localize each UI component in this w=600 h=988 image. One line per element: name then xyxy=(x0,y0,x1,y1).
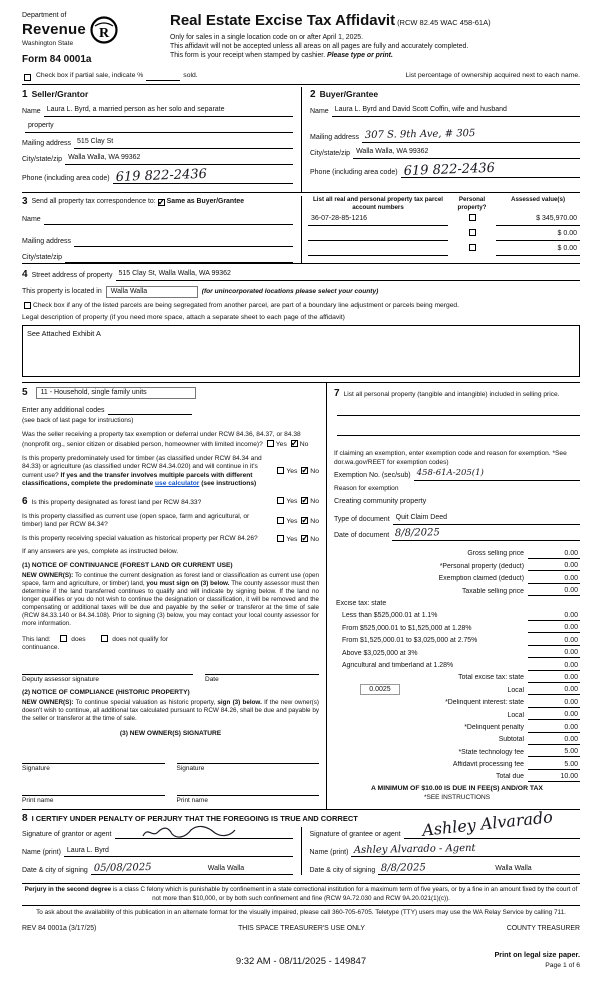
dept-of-label: Department of xyxy=(22,12,67,19)
s3-city-label: City/state/zip xyxy=(22,253,63,261)
s5-q1-no-label: No xyxy=(299,440,309,448)
subtotal-field[interactable]: 0.00 xyxy=(528,734,580,745)
grantor-signature-scribble xyxy=(141,824,237,840)
agricultural-timberland-label: Agricultural and timberland at 1.28% xyxy=(342,661,454,669)
s3-mailing-label: Mailing address xyxy=(22,237,72,245)
legal-description-field[interactable] xyxy=(22,325,580,377)
buyer-name-field[interactable] xyxy=(332,107,580,117)
land-use-code-select[interactable] xyxy=(36,387,196,399)
s6-question-2: Is this property classified as current use (open space, farm and agricultural, or timber) land per RCW 84.34? xyxy=(22,512,250,529)
seller-mailing-value: 515 Clay St xyxy=(77,138,114,146)
reason-for-exemption-value: Creating community property xyxy=(334,495,427,505)
agricultural-tax-field[interactable]: 0.00 xyxy=(528,660,580,671)
county-treasurer-label: COUNTY TREASURER xyxy=(506,925,580,933)
buyer-mailing-label: Mailing address xyxy=(310,134,360,142)
form-number: Form 84 0001a xyxy=(22,53,92,65)
section-2-number: 2 xyxy=(310,88,316,100)
new-owner-print-name-field-2[interactable] xyxy=(177,785,320,796)
seller-mailing-label: Mailing address xyxy=(22,140,72,148)
s6-q3-yes-checkbox[interactable] xyxy=(277,535,284,542)
personal-property-checkbox-2[interactable] xyxy=(469,229,476,236)
print-size-note: Print on legal size paper. xyxy=(494,949,580,959)
gross-selling-price-label: Gross selling price xyxy=(467,550,524,558)
delinquent-interest-local-field[interactable]: 0.00 xyxy=(528,709,580,720)
grantee-date-city-field[interactable] xyxy=(378,862,580,875)
tax-tier2-label: From $525,000.01 to $1,525,000 at 1.28% xyxy=(342,624,472,632)
deputy-assessor-signature-label: Deputy assessor signature xyxy=(22,675,99,683)
assessed-value-1: $ 345,970.00 xyxy=(536,215,577,223)
notice-continuance-heading: (1) NOTICE OF CONTINUANCE (FOREST LAND OR CURRENT USE) xyxy=(22,561,233,569)
local-tax-field[interactable]: 0.00 xyxy=(528,684,580,695)
exemption-intro: If claiming an exemption, enter exemption code and reason for exemption. *See dor.wa.gov/REET for exemption codes) xyxy=(334,449,567,466)
s6-q2-yes-label: Yes xyxy=(286,517,298,525)
p2-new-owners-label: NEW OWNER(S): xyxy=(22,699,74,707)
new-owners-signature-heading: (3) NEW OWNER(S) SIGNATURE xyxy=(119,730,222,738)
parcel-number-field-3[interactable] xyxy=(308,245,448,256)
personal-property-col-header: Personal property? xyxy=(457,196,487,211)
parcel-number-field-1[interactable] xyxy=(308,215,448,226)
minimum-due-note: A MINIMUM OF $10.00 IS DUE IN FEE(S) AND/OR TAX xyxy=(371,785,543,793)
tax-tier4-field[interactable]: 0.00 xyxy=(528,647,580,658)
subtotal-label: Subtotal xyxy=(498,736,524,744)
s5-question-1: Was the seller receiving a property tax exemption or deferral under RCW 84.36, 84.37, or 84.38 (nonprofit org., senior citizen or disabled person, homeowner with limited income)? xyxy=(22,431,301,448)
section-buyer xyxy=(301,87,580,193)
grantor-name-print-label: Name (print) xyxy=(22,848,61,856)
s6-q1-yes-label: Yes xyxy=(286,497,298,505)
land-does-not-checkbox[interactable] xyxy=(101,635,108,642)
this-land-label: This land: xyxy=(22,635,51,643)
p1-text-a: To continue the current designation as forest land or classification as current use (open space, farm and agriculture, or timber) land, xyxy=(22,572,319,588)
assessed-value-2: $ 0.00 xyxy=(557,230,577,238)
s3-name-field[interactable] xyxy=(44,215,293,225)
total-due-field[interactable]: 10.00 xyxy=(528,771,580,782)
section-4-number: 4 xyxy=(22,268,28,280)
located-in-note: (for unincorporated locations please select your county) xyxy=(201,287,379,295)
seller-name-field[interactable] xyxy=(44,107,293,117)
parcel-row-3 xyxy=(308,241,580,256)
perjury-rest: is a class C felony which is punishable by confinement in a state correctional institution for a maximum term of five years, or by a fine in an amount fixed by the court of not more than $10,000, or by both such confinement and fine (RCW 9A.72.030 and RCW 9A.20.021(1)(c)). xyxy=(112,886,578,902)
exemption-no-label: Exemption No. (sec/sub) xyxy=(334,472,411,480)
date-of-document-value: 8/8/2025 xyxy=(395,527,441,540)
section-7 xyxy=(327,383,580,809)
delinquent-interest-state-field[interactable]: 0.00 xyxy=(528,697,580,708)
personal-property-line-2[interactable] xyxy=(337,426,580,436)
seller-name-value: Laura L. Byrd, a married person as her solo and separate xyxy=(46,106,225,114)
type-of-document-value: Quit Claim Deed xyxy=(395,513,448,521)
taxable-selling-price-label: Taxable selling price xyxy=(461,587,524,595)
buyer-city-value: Walla Walla, WA 99362 xyxy=(356,148,429,156)
s6-q3-yes-label: Yes xyxy=(286,535,298,543)
header xyxy=(22,12,580,66)
exemption-claimed-label: Exemption claimed (deduct) xyxy=(438,575,524,583)
partial-sale-label: Check box if partial sale, indicate % xyxy=(36,72,144,80)
grantee-signature-field[interactable] xyxy=(404,807,580,841)
land-does-checkbox[interactable] xyxy=(60,635,67,642)
state-technology-fee-label: *State technology fee xyxy=(458,748,524,756)
buyer-phone-value: 619 822-2436 xyxy=(402,160,495,179)
assessed-value-3: $ 0.00 xyxy=(557,245,577,253)
grantor-date-city-label: Date & city of signing xyxy=(22,866,88,874)
continuance-label: continuance. xyxy=(22,643,60,651)
svg-text:R: R xyxy=(98,25,109,41)
s5-q1-yes-checkbox[interactable] xyxy=(267,440,274,447)
grantee-city-value: Walla Walla xyxy=(495,864,532,872)
delinquent-interest-local-label: Local xyxy=(507,711,524,719)
seller-city-label: City/state/zip xyxy=(22,156,63,164)
perjury-notice xyxy=(22,883,580,905)
buyer-phone-label: Phone (including area code) xyxy=(310,169,398,177)
personal-property-checkbox-1[interactable] xyxy=(469,214,476,221)
located-in-label: This property is located in xyxy=(22,287,102,295)
notice-compliance-heading: (2) NOTICE OF COMPLIANCE (HISTORIC PROPERTY) xyxy=(22,689,190,697)
assessed-value-field-1[interactable] xyxy=(496,215,580,226)
p1-new-owners-label: NEW OWNER(S): xyxy=(22,572,74,580)
state-technology-fee-field[interactable]: 5.00 xyxy=(528,746,580,757)
land-does-not-label: does not qualify for xyxy=(112,635,168,643)
alternate-format-note: To ask about the availability of this publication in an alternate format for the visually impaired, please call 360-705-6705. Teletype (TTY) users may use the WA Relay Service by calling 711. xyxy=(36,908,566,916)
form-title: Real Estate Excise Tax Affidavit xyxy=(170,12,396,29)
treasurer-use-only-label: THIS SPACE TREASURER'S USE ONLY xyxy=(238,925,365,933)
buyer-phone-field[interactable] xyxy=(401,160,580,179)
personal-property-line-1[interactable] xyxy=(337,406,580,416)
s5-question-2b: If yes and the transfer involves multiple parcels with different classifications, complete the predominate xyxy=(22,471,253,488)
partial-sale-checkbox[interactable] xyxy=(24,74,31,81)
seller-city-field[interactable] xyxy=(65,155,293,165)
affidavit-processing-fee-label: Affidavit processing fee xyxy=(452,761,524,769)
ownership-note: List percentage of ownership acquired next to each name. xyxy=(405,72,580,80)
send-correspondence-label: Send all property tax correspondence to: xyxy=(31,198,156,206)
s5-question-2a: Is this property predominately used for timber (as classified under RCW 84.34 and 84.33) or agriculture (as classified under RCW 84.34.020) and will continue in it's current use? xyxy=(22,454,262,479)
legal-description-label: Legal description of property (if you need more space, attach a separate sheet to each page of the affidavit) xyxy=(22,314,345,322)
tax-tier2-field[interactable]: 0.00 xyxy=(528,622,580,633)
deputy-assessor-signature-field[interactable] xyxy=(22,664,193,675)
assessed-value-field-2[interactable] xyxy=(496,230,580,241)
predominate-use-calculator-link[interactable]: use calculator xyxy=(155,480,200,488)
p2-text-c: If the new owner(s) doesn't wish to continue, all additional tax calculated pursuant to RCW 84.26, shall be due and payable by the seller or transferor at the time of sale. xyxy=(22,699,320,723)
s6-q2-no-checkbox[interactable] xyxy=(301,517,308,524)
delinquent-interest-state-label: *Delinquent interest: state xyxy=(445,699,524,707)
print-timestamp: 9:32 AM - 08/11/2025 - 149847 xyxy=(235,955,367,967)
grantor-name-print-value: Laura L. Byrd xyxy=(66,846,109,854)
s6-q1-no-label: No xyxy=(310,497,319,505)
delinquent-penalty-field[interactable]: 0.00 xyxy=(528,722,580,733)
partial-sale-suffix: sold. xyxy=(183,72,198,80)
grantee-name-print-field[interactable] xyxy=(351,842,580,857)
s3-name-label: Name xyxy=(22,215,41,223)
legal-description-value: See Attached Exhibit A xyxy=(27,328,101,338)
grantor-date-value: 05/08/2025 xyxy=(93,861,152,874)
local-rate-value: 0.0025 xyxy=(360,684,400,695)
section-3 xyxy=(22,196,301,263)
parcel-row-1 xyxy=(308,211,580,226)
s5-q2-yes-label: Yes xyxy=(286,467,298,475)
tax-tier4-label: Above $3,025,000 at 3% xyxy=(342,649,418,657)
s5-q2-no-checkbox[interactable] xyxy=(301,467,308,474)
p1-text-c: The county assessor must then determine if the land transferred continues to qualify and will indicate by signing below. If the land no longer qualifies or you do not wish to continue the designation or classification, it will be removed and the compensating or additional taxes will be due and payable by the seller or transferor at the time of sale (RCW 84.33.140 or 84.34.108). Prior to signing (3) below, you may contact your local county assessor for more information. xyxy=(22,580,319,628)
delinquent-penalty-label: *Delinquent penalty xyxy=(464,723,524,731)
dept-revenue-label: Revenue xyxy=(22,20,86,38)
s6-note: If any answers are yes, complete as instructed below. xyxy=(22,548,179,556)
rev-number: REV 84 0001a (3/17/25) xyxy=(22,925,97,933)
seller-name-field-line2[interactable] xyxy=(25,123,293,133)
s3-city-field[interactable] xyxy=(65,253,293,263)
grantee-date-value: 8/8/2025 xyxy=(381,862,427,874)
grantor-signature-field[interactable] xyxy=(115,829,293,839)
buyer-mailing-field[interactable] xyxy=(362,127,580,143)
grantee-signature-label: Signature of grantee or agent xyxy=(309,830,401,838)
top-row xyxy=(22,69,580,83)
location-select[interactable] xyxy=(106,286,198,298)
section-5-number: 5 xyxy=(22,386,28,398)
total-excise-state-label: Total excise tax: state xyxy=(458,674,524,682)
buyer-name-label: Name xyxy=(310,108,329,116)
date-of-document-field[interactable] xyxy=(392,527,580,541)
tax-tier1-label: Less than $525,000.01 at 1.1% xyxy=(342,612,438,620)
personal-property-checkbox-3[interactable] xyxy=(469,244,476,251)
grantee-date-city-label: Date & city of signing xyxy=(309,866,376,874)
buyer-name-value: Laura L. Byrd and David Scott Coffin, wife and husband xyxy=(334,106,507,114)
header-note-3: This form is your receipt when stamped by cashier. xyxy=(170,52,326,60)
seller-city-value: Walla Walla, WA 99362 xyxy=(68,154,141,162)
grantee-signature-value: Ashley Alvarado xyxy=(420,807,554,841)
section-5 xyxy=(22,387,319,489)
p2-text-a: To continue special valuation as historic property, xyxy=(75,699,216,707)
seller-phone-value: 619 822-2436 xyxy=(114,166,207,185)
s5-question-2c: (see instructions) xyxy=(201,480,257,488)
parcel-number-1: 36-07-28-85-1216 xyxy=(311,215,368,223)
excise-tax-state-header: Excise tax: state xyxy=(336,599,387,607)
new-owner-signature-field-1[interactable] xyxy=(22,753,165,764)
additional-codes-field[interactable] xyxy=(108,405,193,415)
type-of-document-field[interactable] xyxy=(393,515,580,525)
tax-tier3-label: From $1,525,000.01 to $3,025,000 at 2.75% xyxy=(342,637,478,645)
grantee-name-print-label: Name (print) xyxy=(309,848,349,856)
segregated-checkbox[interactable] xyxy=(24,302,31,309)
seller-mailing-field[interactable] xyxy=(74,139,293,149)
land-use-code-value: 11 - Household, single family units xyxy=(40,389,147,397)
tax-tier1-field[interactable]: 0.00 xyxy=(528,610,580,621)
section-7-number: 7 xyxy=(334,387,340,399)
seller-phone-field[interactable] xyxy=(113,166,293,185)
personal-property-intro: List all personal property (tangible and intangible) included in selling price. xyxy=(343,390,560,398)
section-seller xyxy=(22,87,301,193)
taxable-selling-price-field[interactable]: 0.00 xyxy=(528,585,580,596)
page-number: Page 1 of 6 xyxy=(545,961,580,969)
section-8-number: 8 xyxy=(22,812,28,824)
footer-strip xyxy=(22,925,580,934)
land-does-label: does xyxy=(71,635,86,643)
location-select-value: Walla Walla xyxy=(110,288,148,296)
grantor-signature-label: Signature of grantor or agent xyxy=(22,830,112,838)
s5-q1-no-checkbox[interactable] xyxy=(291,440,298,447)
street-address-label: Street address of property xyxy=(31,272,113,280)
parcel-col-header: List all real and personal property tax parcel account numbers xyxy=(313,196,443,211)
see-instructions-note: *SEE INSTRUCTIONS xyxy=(423,793,491,801)
partial-sale-percent-field[interactable] xyxy=(146,73,180,81)
assessed-value-col-header: Assessed value(s) xyxy=(511,196,565,204)
total-state-tax-field[interactable]: 0.00 xyxy=(528,672,580,683)
header-note-2: This affidavit will not be accepted unless all areas on all pages are fully and accurately completed. xyxy=(170,43,469,51)
grantee-name-print-value: Ashley Alvarado - Agent xyxy=(354,842,477,856)
s5-q1-yes-label: Yes xyxy=(275,440,287,448)
dor-logo-icon xyxy=(90,16,118,44)
section-4 xyxy=(22,263,580,382)
p1-text-b: you must sign on (3) below. xyxy=(146,580,230,588)
buyer-title: Buyer/Grantee xyxy=(319,88,379,99)
seller-title: Seller/Grantor xyxy=(31,88,89,99)
seller-name-label: Name xyxy=(22,108,41,116)
personal-property-deduct-field[interactable]: 0.00 xyxy=(528,560,580,571)
personal-property-deduct-label: *Personal property (deduct) xyxy=(439,562,524,570)
additional-codes-label: Enter any additional codes xyxy=(22,406,105,414)
new-owner-signature-label-2: Signature xyxy=(176,764,205,772)
total-due-label: Total due xyxy=(496,773,524,781)
gross-selling-price-field[interactable]: 0.00 xyxy=(528,548,580,559)
s3-mailing-field[interactable] xyxy=(74,237,293,247)
print-footer xyxy=(22,949,580,969)
street-address-field[interactable] xyxy=(116,271,581,281)
section-3-number: 3 xyxy=(22,196,28,208)
dept-state-label: Washington State xyxy=(22,39,74,47)
additional-codes-note: (see back of last page for instructions) xyxy=(22,417,134,425)
s5-q2-yes-checkbox[interactable] xyxy=(277,467,284,474)
type-of-document-label: Type of document xyxy=(334,515,390,523)
header-note-3-emphasis: Please type or print. xyxy=(327,52,393,60)
new-owner-signature-field-2[interactable] xyxy=(177,753,320,764)
new-owner-signature-label-1: Signature xyxy=(22,764,50,772)
new-owner-print-name-label-1: Print name xyxy=(22,796,54,804)
s6-q3-no-label: No xyxy=(310,535,319,543)
certify-statement: I CERTIFY UNDER PENALTY OF PERJURY THAT THE FOREGOING IS TRUE AND CORRECT xyxy=(31,813,358,823)
section-6-number: 6 xyxy=(22,495,28,507)
seller-phone-label: Phone (including area code) xyxy=(22,175,110,183)
parcel-row-2 xyxy=(308,226,580,241)
form-title-rcw: (RCW 82.45 WAC 458-61A) xyxy=(397,18,491,27)
assessed-value-field-3[interactable] xyxy=(496,245,580,256)
excise-tax-table xyxy=(334,547,580,782)
same-as-buyer-checkbox[interactable] xyxy=(158,199,165,206)
segregated-label: Check box if any of the listed parcels are being segregated from another parcel, are part of a boundary line adjustment or parcels being merged. xyxy=(33,302,460,310)
s6-q2-no-label: No xyxy=(310,517,319,525)
s6-q2-yes-checkbox[interactable] xyxy=(277,517,284,524)
s5-q2-no-label: No xyxy=(310,467,319,475)
local-tax-label: Local xyxy=(507,686,524,694)
tax-tier3-field[interactable]: 0.00 xyxy=(528,635,580,646)
buyer-city-field[interactable] xyxy=(353,149,580,159)
reason-for-exemption-label: Reason for exemption xyxy=(334,485,399,493)
exemption-no-value: 458-61A-205(1) xyxy=(416,468,484,479)
deputy-assessor-date-field[interactable] xyxy=(205,664,319,675)
s6-question-3: Is this property receiving special valuation as historical property per RCW 84.26? xyxy=(22,535,258,543)
grantor-date-city-field[interactable] xyxy=(91,861,293,875)
same-as-buyer-label: Same as Buyer/Grantee xyxy=(166,198,245,206)
affidavit-processing-fee-field[interactable]: 5.00 xyxy=(528,759,580,770)
header-note-1: Only for sales in a single location code on or after April 1, 2025. xyxy=(170,33,364,41)
seller-name-value-2: property xyxy=(28,122,54,130)
grantor-city-value: Walla Walla xyxy=(207,864,245,872)
parcel-table xyxy=(301,196,580,263)
street-address-value: 515 Clay St, Walla Walla, WA 99362 xyxy=(118,270,231,278)
buyer-city-label: City/state/zip xyxy=(310,150,351,158)
section-1-number: 1 xyxy=(22,88,28,100)
section-6 xyxy=(22,495,319,805)
grantor-name-print-field[interactable] xyxy=(64,847,293,857)
s6-q1-no-checkbox[interactable] xyxy=(301,497,308,504)
s6-q3-no-checkbox[interactable] xyxy=(301,535,308,542)
exemption-no-field[interactable] xyxy=(414,468,580,481)
s6-q1-yes-checkbox[interactable] xyxy=(277,497,284,504)
exemption-claimed-field[interactable]: 0.00 xyxy=(528,573,580,584)
deputy-assessor-date-label: Date xyxy=(205,675,219,683)
new-owner-print-name-label-2: Print name xyxy=(176,796,208,804)
buyer-mailing-value: 307 S. 9th Ave, # 305 xyxy=(364,127,476,141)
parcel-number-field-2[interactable] xyxy=(308,230,448,241)
perjury-lead: Perjury in the second degree xyxy=(24,886,112,894)
section-8 xyxy=(22,809,580,876)
p2-text-b: sign (3) below. xyxy=(217,699,262,707)
new-owner-print-name-field-1[interactable] xyxy=(22,785,165,796)
s6-question-1: Is this property designated as forest land per RCW 84.33? xyxy=(31,498,202,506)
date-of-document-label: Date of document xyxy=(334,531,390,539)
